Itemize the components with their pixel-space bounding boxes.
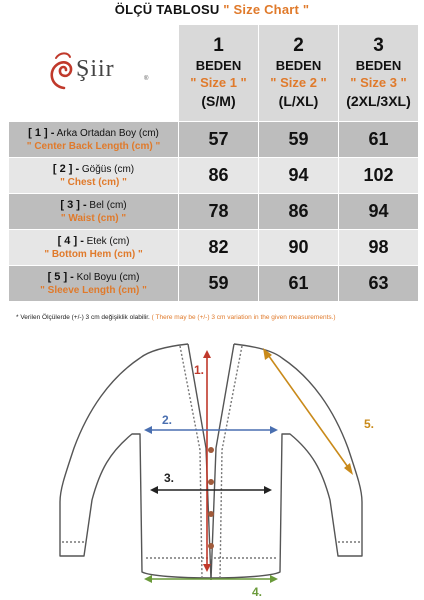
- measurement-1-label: 1.: [194, 363, 205, 377]
- row-3-size-1-value: 78: [179, 194, 259, 230]
- measurement-2-chest: [144, 413, 278, 434]
- registered-mark: ®: [144, 76, 149, 82]
- row-2-size-3-value: 102: [339, 158, 419, 194]
- measurement-4-label: 4.: [252, 585, 263, 599]
- size-2-name: " Size 2 ": [270, 75, 327, 90]
- button-icon: [208, 511, 214, 517]
- size-2-header: [259, 25, 339, 122]
- row-3-size-2-value: 86: [259, 194, 339, 230]
- title-english: " Size Chart ": [223, 2, 310, 17]
- row-3-english: " Waist (cm) ": [60, 212, 127, 224]
- title-turkish: ÖLÇÜ TABLOSU: [114, 2, 220, 17]
- row-1-turkish: Arka Ortadan Boy (cm): [56, 127, 159, 139]
- size-1-beden: BEDEN: [195, 58, 242, 73]
- row-5-number: [ 5 ] -: [47, 270, 74, 283]
- row-4-size-3-value: 98: [339, 230, 419, 266]
- row-4-turkish: Etek (cm): [86, 235, 130, 247]
- size-2-number: 2: [293, 35, 304, 56]
- row-2-english: " Chest (cm) ": [60, 176, 127, 188]
- cardigan-measurement-diagram: [0, 330, 424, 600]
- row-5-size-2-value: 61: [259, 266, 339, 302]
- row-4-english: " Bottom Hem (cm) ": [44, 248, 143, 260]
- size-3-number: 3: [373, 35, 384, 56]
- row-2-label: [9, 158, 179, 194]
- size-2-code: (L/XL): [278, 93, 319, 109]
- table-row-bottom-hem: [9, 230, 419, 266]
- row-1-size-2-value: 59: [259, 122, 339, 158]
- note-turkish: * Verilen Ölçülerde (+/-) 3 cm değişiklik olabilir.: [16, 314, 150, 321]
- measurement-5-sleeve-length: [263, 348, 374, 475]
- button-icon: [208, 479, 214, 485]
- row-3-label: [9, 194, 179, 230]
- measurement-1-center-back-length: [194, 350, 211, 572]
- row-1-number: [ 1 ] -: [28, 126, 55, 139]
- measurement-note: [16, 314, 416, 321]
- table-row-sleeve-length: [9, 266, 419, 302]
- row-5-size-1-value: 59: [179, 266, 259, 302]
- brand-name: Şiir: [76, 56, 115, 82]
- measurement-3-label: 3.: [164, 471, 175, 485]
- row-2-number: [ 2 ] -: [52, 162, 80, 175]
- size-3-header: [339, 25, 419, 122]
- measurement-4-bottom-hem: [144, 575, 278, 599]
- row-4-number: [ 4 ] -: [57, 234, 84, 247]
- table-row-waist: [9, 194, 419, 230]
- size-1-header: [179, 25, 259, 122]
- button-icon: [208, 447, 214, 453]
- row-1-english: " Center Back Length (cm) ": [26, 140, 161, 152]
- row-4-size-1-value: 82: [179, 230, 259, 266]
- row-1-label: [9, 122, 179, 158]
- table-row-center-back-length: [9, 122, 419, 158]
- brand-logo: [46, 48, 156, 108]
- button-icon: [208, 543, 214, 549]
- row-1-size-1-value: 57: [179, 122, 259, 158]
- size-3-beden: BEDEN: [355, 58, 402, 73]
- row-3-number: [ 3 ] -: [60, 198, 87, 211]
- row-5-turkish: Kol Boyu (cm): [76, 271, 140, 283]
- row-5-size-3-value: 63: [339, 266, 419, 302]
- size-1-code: (S/M): [201, 93, 236, 109]
- row-2-size-2-value: 94: [259, 158, 339, 194]
- measurement-2-label: 2.: [162, 413, 173, 427]
- row-2-size-1-value: 86: [179, 158, 259, 194]
- size-3-code: (2XL/3XL): [346, 93, 411, 109]
- size-2-beden: BEDEN: [275, 58, 322, 73]
- row-3-size-3-value: 94: [339, 194, 419, 230]
- size-1-name: " Size 1 ": [190, 75, 247, 90]
- row-4-label: [9, 230, 179, 266]
- row-5-english: " Sleeve Length (cm) ": [40, 284, 147, 296]
- table-row-chest: [9, 158, 419, 194]
- row-5-label: [9, 266, 179, 302]
- row-1-size-3-value: 61: [339, 122, 419, 158]
- note-english: ( There may be (+/-) 3 cm variation in the given measurements.): [151, 314, 336, 321]
- size-1-number: 1: [213, 35, 224, 56]
- size-3-name: " Size 3 ": [350, 75, 407, 90]
- row-3-turkish: Bel (cm): [89, 199, 127, 211]
- row-2-turkish: Göğüs (cm): [81, 163, 135, 175]
- size-chart-title: [0, 2, 424, 17]
- swirl-logo-icon: [46, 48, 80, 94]
- measurement-5-label: 5.: [364, 417, 375, 431]
- row-4-size-2-value: 90: [259, 230, 339, 266]
